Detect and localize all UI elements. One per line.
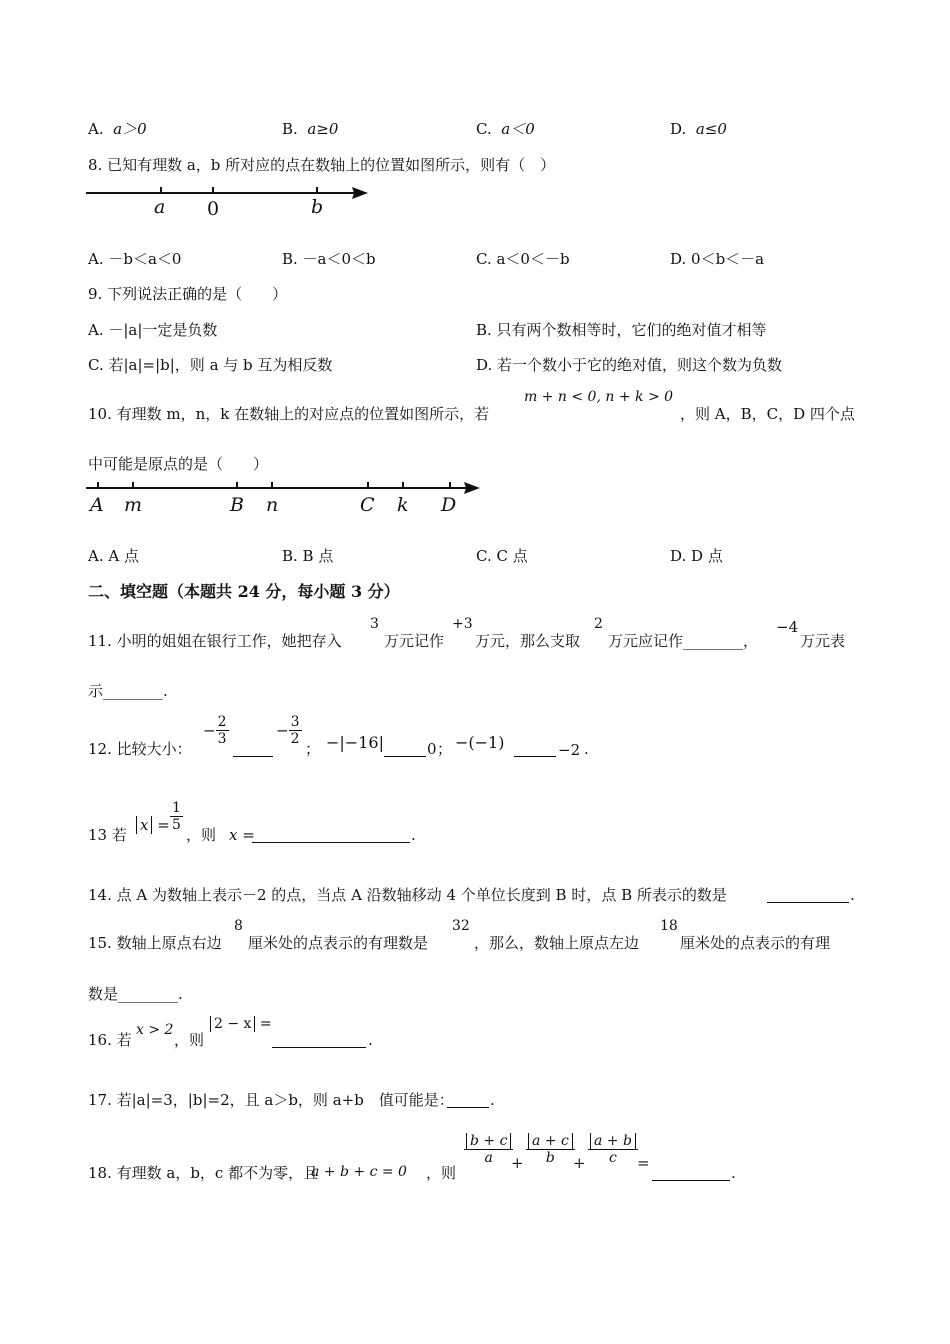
q18-cond: a + b + c = 0 [311, 1164, 407, 1180]
q18-t2-num: a + c [528, 1133, 573, 1149]
q10-axis-label-k: k [397, 494, 409, 516]
q14-end: . [850, 886, 855, 904]
q11-part5: 万元表 [800, 632, 846, 650]
q7-option-b: B. a≥0 [282, 120, 339, 138]
q8-axis-label-0: 0 [207, 198, 220, 218]
q10-axis-label-A: A [90, 494, 104, 516]
q14-text: 14. 点 A 为数轴上表示－2 的点，当点 A 沿数轴移动 4 个单位长度到 B 时，点 B 所表示的数是 [88, 886, 727, 904]
q13-blank [252, 828, 410, 847]
q10-number-line [86, 478, 486, 516]
q15-part1: 15. 数轴上原点右边 [88, 934, 222, 952]
q13-label: 13 若 [88, 826, 127, 844]
q12-blank-1 [233, 742, 273, 761]
q17-end: . [490, 1091, 495, 1109]
q12-zero: 0 [427, 740, 437, 758]
q11-n4: −4 [776, 618, 799, 636]
q18-t2-den: b [545, 1150, 555, 1167]
q12-f2-num: 3 [290, 714, 300, 730]
q13-abs-x: x = [136, 816, 170, 834]
q13-fraction [170, 800, 183, 833]
q12-fraction-2: − $\frac{3}{2}$ [276, 714, 300, 748]
q18-blank [652, 1166, 730, 1185]
q10-axis-label-m: m [124, 494, 143, 516]
q18-end: . [731, 1164, 736, 1182]
q17-text: 17. 若|a|=3，|b|=2，且 a＞b，则 a+b 值可能是： [88, 1091, 454, 1109]
q8-option-a: A. －b＜a＜0 [88, 250, 182, 268]
q12-sep: ； [305, 740, 321, 758]
q18-eq: = [637, 1154, 650, 1172]
q8-number-line [86, 182, 376, 218]
q9-option-c: C. 若|a|=|b|，则 a 与 b 互为相反数 [88, 356, 333, 374]
q12-f2-den: 2 [290, 731, 300, 748]
q8-axis-label-b: b [311, 196, 324, 218]
q18-term-2 [526, 1133, 575, 1166]
q12-expr4: −2 [558, 741, 581, 759]
q12-expr2: −|−16| [326, 733, 384, 752]
q11-part1: 11. 小明的姐姐在银行工作，她把存入 [88, 632, 342, 650]
q10-axis-label-n: n [266, 494, 279, 516]
q10-stem-line2: 中可能是原点的是（ ） [88, 455, 269, 473]
section-2-title: 二、填空题（本题共 24 分，每小题 3 分） [88, 582, 400, 601]
q7-option-a: A. a＞0 [88, 120, 147, 138]
q18-t1-num: b + c [466, 1133, 511, 1149]
q8-option-b: B. －a＜0＜b [282, 250, 376, 268]
q17-blank [447, 1093, 489, 1112]
q12-fraction-1: − $\frac{2}{3}$ [203, 714, 227, 748]
q18-term-1 [464, 1133, 513, 1166]
q16-blank [272, 1033, 366, 1052]
q16-cond: x > 2 [136, 1022, 174, 1038]
q12-blank-2 [384, 742, 426, 761]
q12-end: . [584, 740, 589, 758]
q12-label: 12. 比较大小： [88, 740, 192, 758]
q15-part2: 厘米处的点表示的有理数是 [248, 934, 429, 952]
q12-semi: ； [437, 740, 453, 758]
q15-part3: ，那么，数轴上原点左边 [474, 934, 640, 952]
q15-n1: 8 [234, 918, 243, 934]
q14-blank [767, 888, 849, 907]
q18-plus-1: + [511, 1154, 524, 1172]
q8-stem: 8. 已知有理数 a，b 所对应的点在数轴上的位置如图所示，则有（ ） [88, 156, 556, 174]
q10-option-c: C. C 点 [476, 547, 528, 565]
q13-x-eq: x = [229, 826, 255, 844]
q18-then: ，则 [426, 1164, 457, 1182]
q18-t1-den: a [484, 1150, 493, 1167]
q12-f1-den: 3 [217, 731, 227, 748]
q10-option-d: D. D 点 [670, 547, 723, 565]
q18-plus-2: + [573, 1154, 586, 1172]
q16-end: . [368, 1031, 373, 1049]
q9-option-a: A. －|a|一定是负数 [88, 321, 218, 339]
q10-axis-label-B: B [230, 494, 244, 516]
q10-axis-label-D: D [441, 494, 457, 516]
q13-then: ，则 [186, 826, 217, 844]
q9-stem: 9. 下列说法正确的是（ ） [88, 285, 288, 303]
q8-axis-label-a: a [154, 196, 166, 218]
q15-part4: 厘米处的点表示的有理 [680, 934, 831, 952]
q10-option-b: B. B 点 [282, 547, 334, 565]
q16-then: ，则 [174, 1031, 205, 1049]
q16-abs-expr: 2 − x = [210, 1016, 272, 1033]
q7-option-c: C. a＜0 [476, 120, 535, 138]
q11-part2: 万元记作 [384, 632, 445, 650]
q15-n2: 32 [452, 918, 470, 934]
q11-line2: 示________. [88, 682, 168, 700]
q15-line2: 数是________. [88, 985, 183, 1003]
q13-num: 1 [172, 800, 181, 816]
q12-blank-3 [514, 742, 556, 761]
q11-part3: 万元，那么支取 [475, 632, 581, 650]
q11-n3: 2 [594, 616, 603, 632]
q10-stem-part1: 10. 有理数 m，n，k 在数轴上的对应点的位置如图所示，若 [88, 405, 490, 423]
q13-end: . [411, 826, 416, 844]
q11-n2: +3 [452, 616, 473, 632]
q11-n1: 3 [370, 616, 379, 632]
q11-part4: 万元应记作________， [608, 632, 759, 650]
q10-condition: m + n < 0, n + k > 0 [524, 389, 674, 405]
q12-f1-num: 2 [217, 714, 227, 730]
q16-label: 16. 若 [88, 1031, 132, 1049]
q10-stem-part2: ，则 A，B，C，D 四个点 [680, 405, 855, 423]
q8-option-c: C. a＜0＜－b [476, 250, 570, 268]
q18-label: 18. 有理数 a，b，c 都不为零，且 [88, 1164, 319, 1182]
q12-expr3: −(−1) [455, 733, 505, 752]
q10-axis-label-C: C [360, 494, 375, 516]
q9-option-d: D. 若一个数小于它的绝对值，则这个数为负数 [476, 356, 783, 374]
q13-den: 5 [172, 817, 181, 834]
q18-t3-den: c [609, 1150, 617, 1167]
q10-option-a: A. A 点 [88, 547, 139, 565]
q18-term-3 [588, 1133, 638, 1166]
q18-t3-num: a + b [590, 1133, 636, 1149]
q8-option-d: D. 0＜b＜－a [670, 250, 765, 268]
q7-option-d: D. a≤0 [670, 120, 727, 138]
q9-option-b: B. 只有两个数相等时，它们的绝对值才相等 [476, 321, 767, 339]
q15-n3: 18 [660, 918, 678, 934]
